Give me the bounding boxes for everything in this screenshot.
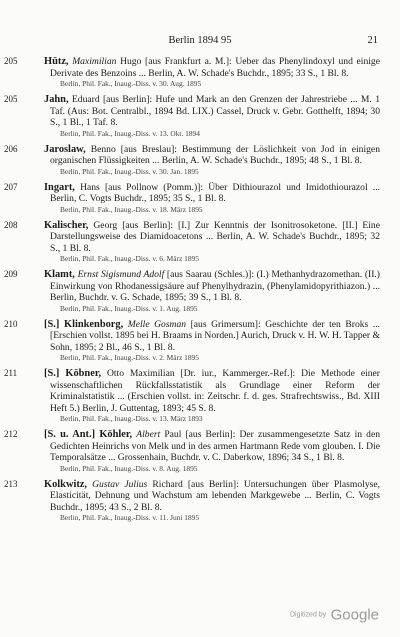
author-surname: Jahn, [44,94,69,105]
bibliography-entry [0,479,400,524]
dissertation-note: Berlin, Phil. Fak., Inaug.-Diss. v. 2. März 1895 [60,353,199,362]
entry-number: 212 [4,429,18,439]
dissertation-note: Berlin, Phil. Fak., Inaug.-Diss. v. 6. März 1895 [60,254,199,263]
bibliography-entry [0,144,400,177]
author-surname: Jaroslaw, [44,143,86,155]
entry-text [44,269,380,304]
author-given-name: Melle Gosman [127,318,187,330]
entry-description: Richard [aus Berlin]: Untersuchungen über Plasmolyse, Elasticität, Dehnung und Wachstum am lebenden Markgewebe ... Berlin, C. Vogts Buchdr., 1895; 43 S., 2 Bl. 8. [50,478,381,513]
author-given-name: Maximilian [72,56,117,67]
entry-description: [aus Saarau (Schles.)]: (I.) Methanhydrazomethan. (II.) Einwirkung von Rhodanessigsäure auf Phenylhydrazin, (Phenylamidopyrithiazon.) ... Berlin, Buchdr. v. G. Schade, 1895; 39 S., 1 Bl. 8. [50,269,380,303]
page-header [0,35,400,49]
author-given-name: Ernst Sigismund Adolf [77,269,165,280]
entry-description: Hugo [aus Frankfurt a. M.]: Ueber das Phenylindoxyl und einige Derivate des Benzoins ... Berlin, A. W. Schade's Buchdr., 1895; 33 S., 1 Bl. 8. [50,56,380,79]
bibliography-entry [0,56,400,89]
bibliography-entry [0,429,400,474]
author-given-name: Gustav Julius [92,478,148,490]
author-surname: Ingart, [44,181,75,193]
entry-description: Paul [aus Berlin]: Der zusammengesetzte Satz in den Gedichten Heinrichs von Melk und in des armen Hartmann Rede vom glouben. I. Die Temporalsätze ... Grossenhain, Buchdr. v. C. Daberkow, 1896; 34 S., 1 Bl. 8. [50,429,381,463]
entry-text [44,144,380,167]
bibliography-entry [0,94,400,139]
watermark-prefix: Digitized by [290,611,327,619]
bibliography-entry [0,182,400,215]
entry-text [44,182,380,205]
author-surname: [S.] Köbner, [44,368,102,379]
entry-number: 208 [4,219,18,230]
dissertation-note: Berlin, Phil. Fak., Inaug.-Diss. v. 13. Okt. 1894 [60,128,200,138]
entry-number: 206 [4,143,18,154]
dissertation-note: Berlin, Phil. Fak., Inaug.-Diss. v. 11. Juni 1895 [60,513,200,522]
entry-text [44,94,380,129]
entry-number: 209 [4,269,18,279]
entry-text [44,368,380,414]
author-surname: Kolkwitz, [44,478,88,490]
entry-text [44,220,380,255]
dissertation-note: Berlin, Phil. Fak., Inaug.-Diss. v. 30. Jan. 1895 [60,166,199,176]
entry-text [44,479,380,514]
entry-list [0,56,400,528]
entry-number: 210 [4,318,18,329]
entry-number: 213 [4,478,18,489]
entry-description: Hans [aus Pollnow (Pomm.)]: Über Dithiourazol und Imidothiourazol ... Berlin, C. Vogts Buchdr., 1895; 35 S., 1 Bl. 8. [50,181,380,204]
entry-description: Benno [aus Breslau]: Bestimmung der Löslichkeit von Jod in einigen organischen Flüssigkeiten ... Berlin, A. W. Schade's Buchdr., 1895; 48 S., 1 Bl. 8. [50,143,380,166]
watermark-brand: Google [330,606,380,624]
entry-text [44,56,380,79]
bibliography-entry [0,368,400,424]
entry-description: Otto Maximilian [Dr. iur., Kammerger.-Ref.]: Die Methode einer wissenschaftlichen Rückfallsstatistik als Grundlage einer Reform der Kriminalstatistik ... (Erschien vollst. in: Zeitschr. f. d. ges. Strafrechtswiss., Bd. XIII Heft 5.) Berlin, J. Guttentag, 1893; 45 S. 8. [50,368,380,414]
dissertation-note: Berlin, Phil. Fak., Inaug.-Diss. v. 18. März 1895 [60,204,203,214]
entry-number: 211 [4,368,18,378]
entry-text [44,319,380,354]
digitization-watermark [290,606,386,626]
dissertation-note: Berlin, Phil. Fak., Inaug.-Diss. v. 8. Aug. 1895 [60,463,198,473]
dissertation-note: Berlin, Phil. Fak., Inaug.-Diss. v. 13. März 1893 [60,414,203,423]
entry-description: Eduard [aus Berlin]: Hufe und Mark an den Grenzen der Jahrestriebe ... M. 1 Taf. (Aus: Bot. Centralbl., 1894 Bd. LIX.) Cassel, Druck v. Gebr. Gotthelft, 1894; 30 S., 1 Bl., 1 Taf. 8. [50,94,380,128]
entry-description: Georg [aus Berlin]: [I.] Zur Kenntnis der Isonitrosoketone. [II.] Eine Darstellungsweise des Diamidoacetons ... Berlin, A. W. Schade's Buchdr., 1895; 32 S., 1 Bl. 8. [50,219,380,254]
page-number: 21 [367,35,378,46]
bibliography-entry [0,220,400,265]
author-surname: [S. u. Ant.] Köhler, [44,429,133,440]
entry-number: 207 [4,181,18,192]
author-surname: Klamt, [44,269,75,280]
entry-number: 205 [4,56,18,66]
running-title: Berlin 1894 95 [168,35,232,46]
author-given-name: Albert [136,429,161,440]
bibliography-entry [0,319,400,364]
author-surname: Kalischer, [44,219,89,231]
entry-text [44,429,380,464]
entry-number: 205 [4,94,18,104]
entry-description: [aus Grimersum]: Geschichte der ten Broks ... [Erschien vollst. 1895 bei H. Braams in Norden.] Aurich, Druck v. H. W. H. Tapper & Sohn, 1895; 2 Bl., 46 S., 1 Bl. 8. [50,318,380,353]
bibliography-entry [0,269,400,314]
author-surname: [S.] Klinkenborg, [44,318,124,330]
dissertation-note: Berlin, Phil. Fak., Inaug.-Diss. v. 1. Aug. 1895 [60,303,198,313]
dissertation-note: Berlin, Phil. Fak., Inaug.-Diss. v. 30. Aug. 1895 [60,79,202,88]
author-surname: Hütz, [44,56,69,67]
